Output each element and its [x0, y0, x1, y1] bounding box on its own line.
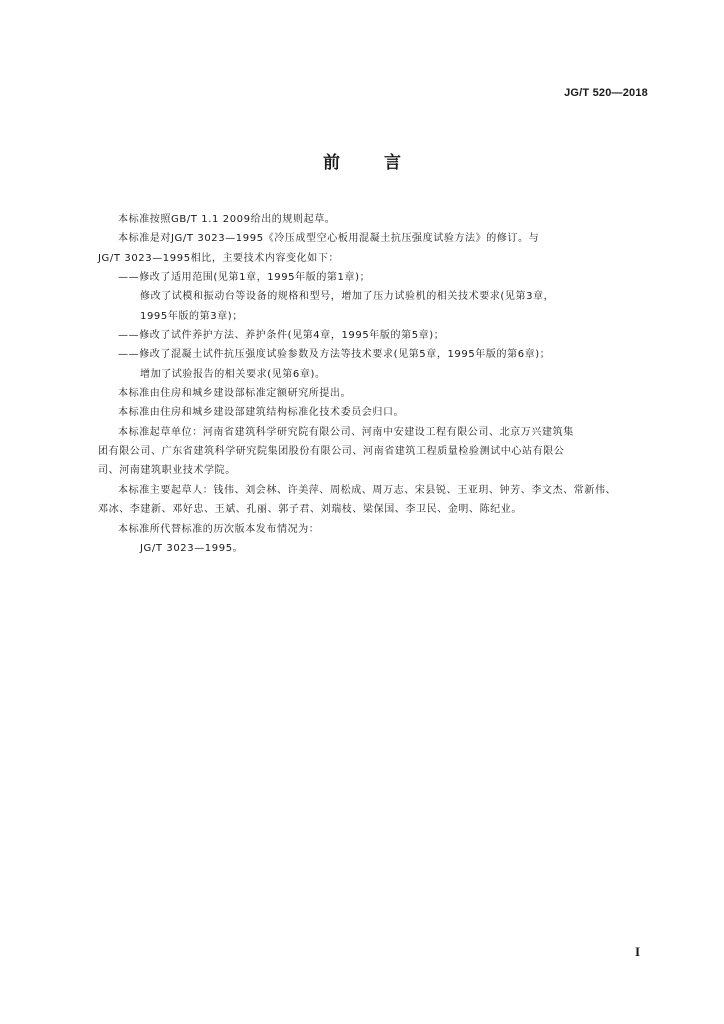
paragraph-line: 本标准由住房和城乡建设部标准定额研究所提出。 — [118, 388, 352, 400]
paragraph-line: 本标准按照GB/T 1.1 2009给出的规则起草。 — [118, 214, 336, 225]
paragraph-line: 本标准由住房和城乡建设部建筑结构标准化技术委员会归口。 — [118, 407, 405, 419]
paragraph-line: 邓冰、李建新、邓好忠、王斌、孔丽、郭子君、刘瑞枝、梁保国、李卫民、金明、陈纪业。 — [98, 504, 522, 516]
list-item: ——修改了适用范围(见第1章，1995年版的第1章)； — [118, 272, 371, 284]
list-item: ——修改了混凝土试件抗压强度试验参数及方法等技术要求(见第5章，1995年版的第6章)； — [118, 349, 551, 361]
page-number: I — [634, 944, 640, 959]
title-char-2: 言 — [384, 153, 401, 173]
section-title — [0, 148, 724, 173]
list-item: 增加了试验报告的相关要求(见第6章)。 — [140, 368, 326, 380]
list-item: 修改了试模和振动台等设备的规格和型号，增加了压力试验机的相关技术要求(见第3章， — [140, 291, 555, 303]
foreword-body — [98, 210, 648, 558]
paragraph-line: 本标准是对JG/T 3023—1995《冷压成型空心板用混凝土抗压强度试验方法》的修订。与 — [118, 233, 540, 245]
paragraph-line: 团有限公司、广东省建筑科学研究院集团股份有限公司、河南省建筑工程质量检验测试中心站有限公 — [98, 446, 565, 458]
paragraph-line: 本标准主要起草人：钱伟、刘会林、许美萍、周松成、周万志、宋县锐、王亚玥、钟芳、李文杰、常新伟、 — [118, 484, 617, 496]
paragraph-line: 本标准所代替标准的历次版本发布情况为： — [118, 523, 320, 535]
list-item-continuation: 1995年版的第3章)； — [140, 310, 243, 322]
standard-code-header: JG/T 520—2018 — [564, 87, 648, 99]
paragraph-line: JG/T 3023—1995相比，主要技术内容变化如下： — [98, 252, 340, 264]
list-item: ——修改了试件养护方法、养护条件(见第4章，1995年版的第5章)； — [118, 330, 445, 342]
paragraph-line: 司、河南建筑职业技术学院。 — [98, 465, 236, 477]
paragraph-line: JG/T 3023—1995。 — [140, 542, 244, 554]
title-char-1: 前 — [323, 153, 340, 173]
paragraph-line: 本标准起草单位：河南省建筑科学研究院有限公司、河南中安建设工程有限公司、北京万兴建筑集 — [118, 426, 574, 438]
